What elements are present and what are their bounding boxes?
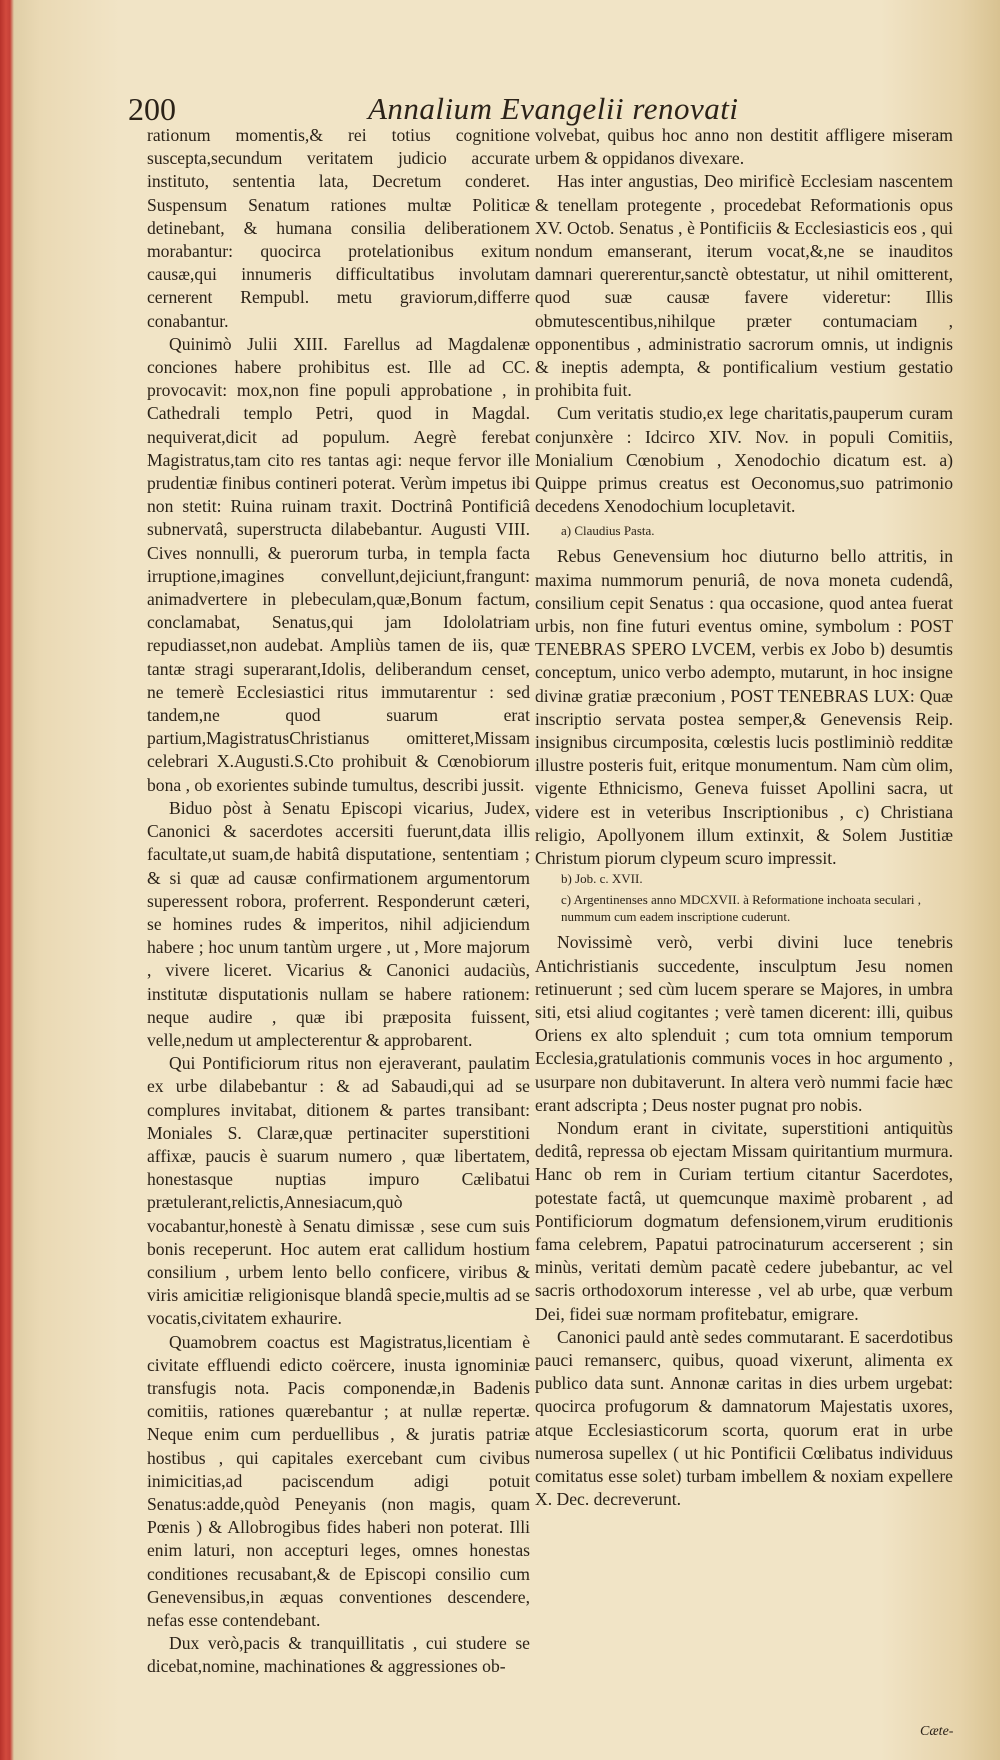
right-column <box>535 124 953 1511</box>
left-column <box>147 124 530 1679</box>
right-paragraph: volvebat, quibus hoc anno non destitit affligere miseram urbem & oppidanos divexare. <box>535 125 953 169</box>
right-paragraph: Novissimè verò, verbi divini luce tenebris Antichristianis succedente, insculptum Jesu nomen retinuerunt ; sed cùm lucem sperare se Majores, in umbra siti, etsi aliud cogitantes ; verè tamen dicerent: illi, quibus Oriens ex alto splenduit ; cum tota omnium temporum Ecclesia,gratulationis communis voces in hoc argumento , usurpare non dubitaverunt. In altera verò nummi facie hæc erant adscripta ; Deus noster pugnat pro nobis. <box>535 932 953 1115</box>
right-paragraph: Rebus Genevensium hoc diuturno bello attritis, in maxima nummorum penuriâ, de nova moneta cudendâ, consilium cepit Senatus : qua occasione, quod antea fuerat urbis, non fine futuri eventus omine, symbolum : POST TENEBRAS SPERO LVCEM, verbis ex Jobo b) desumtis conceptum, unico verbo adempto, mutarunt, in hoc insigne divinæ gratiæ præconium , POST TENEBRAS LUX: Quæ inscriptio servata postea semper,& Genevensis Reip. insignibus circumposita, cœlestis lucis postliminiò redditæ illustre posteris fuit, eritque monumentum. Nam cùm olim, vigente Ethnicismo, Geneva fuisset Apollini sacra, ut videre est in veteribus Inscriptionibus , c) Christiana religio, Apollyonem illum extinxit, & Solem Justitiæ Christum piorum clypeum scuro impressit. <box>535 546 953 869</box>
page-number: 200 <box>128 91 176 127</box>
right-paragraph: Canonici pauld antè sedes commutarant. E sacerdotibus pauci remanserc, quibus, quoad vixerunt, alimenta ex publico data sunt. Annonæ caritas in dies urbem urgebat: quocirca profugorum & damnatorum Majestatis uxores, atque Ecclesiasticorum scorta, quorum erat in urbe numerosa supellex ( ut hic Pontificii Cœlibatus individuus comitatus esse solet) turbam imbellem & noxiam expellere X. Dec. decreverunt. <box>535 1326 953 1510</box>
left-paragraph: Qui Pontificiorum ritus non ejeraverant, paulatim ex urbe dilabebantur : & ad Sabaudi,qui ad se complures invitabat, ditionem & partes transibant: Moniales S. Claræ,quæ pertinaciter superstitioni affixæ, paucis è suarum numero , quæ libertatem, honestasque nuptias impuro Cælibatui prætulerant,relictis,Annesiacum,quò vocabantur,honestè à Senatu dimissæ , sese cum suis bonis receperunt. Hoc autem erat callidum hostium consilium , urbem lento bello conficere, viribus & viris amicitiæ religionisque blandâ specie,multis ad se vocatis,civitatem exhaurire. <box>147 1053 530 1329</box>
left-paragraph: Biduo pòst à Senatu Episcopi vicarius, Judex, Canonici & sacerdotes accersiti fuerunt,data illis facultate,ut suam,de habitâ disputatione, sententiam ; & si quæ ad causæ confirmationem argumentorum superessent robora, proferrent. Responderunt cæteri, se homines rudes & imperitos, nihil adjiciendum habere ; hoc unum tantùm urgere , ut , More majorum , vivere liceret. Vicarius & Canonici audaciùs, institutæ disputationis nullam se habere rationem: neque audire , quæ ibi præposita fuissent, velle,nedum ut amplecterentur & approbarent. <box>147 797 530 1050</box>
red-page-edge <box>0 0 14 1760</box>
right-paragraph: Nondum erant in civitate, superstitioni antiquitùs deditâ, repressa ob ejectam Missam quiritantium murmura. Hanc ob rem in Curiam tertium citantur Sacerdotes, potestate factâ, ut quemcunque maximè probarent , ad Pontificiorum dogmatum defensionem,virum eruditionis fama celebrem, Papatui patrocinaturum accerserent ; sin minùs, veritati demùm pacatè cedere jubebantur, ac vel sacris orthodoxorum interesse , vel ab urbe, quæ verbum Dei, fidei suæ normam profitebatur, emigrare. <box>535 1117 953 1324</box>
right-paragraph: Has inter angustias, Deo mirificè Ecclesiam nascentem & tenellam protegente , procedebat Reformationis opus XV. Octob. Senatus , è Pontificiis & Ecclesiasticis eos , qui nondum emanserant, iterum vocat,&,ne se inauditos damnari quererentur,sanctè obtestatur, ut nihil omitterent, quod suæ causæ favere videretur: Illis obmutescentibus,nihilque præter contumaciam , opponentibus , administratio sacrorum omnis, ut indignis & ineptis adempta, & pontificalium vestium gestatio prohibita fuit. <box>535 171 953 401</box>
right-footnote: a) Claudius Pasta. <box>561 523 655 539</box>
right-footnote: c) Argentinenses anno MDCXVII. à Reformatione inchoata seculari , nummum cum eadem inscriptione cuderunt. <box>561 892 922 925</box>
left-paragraph: rationum momentis,& rei totius cognitione suscepta,secundum veritatem judicio accurate instituto, sententia lata, Decretum conderet. Suspensum Senatum rationes multæ Politicæ detinebant, & humana consilia deliberationem morabantur: quocirca protelationibus exitum causæ,qui innumeris difficultatibus involutam cernerent Rempubl. metu graviorum,differre conabantur. <box>147 125 530 331</box>
left-paragraph: Dux verò,pacis & tranquillitatis , cui studere se dicebat,nomine, machinationes & aggressiones ob- <box>147 1633 530 1677</box>
right-paragraph: Cum veritatis studio,ex lege charitatis,pauperum curam conjunxère : Idcirco XIV. Nov. in populi Comitiis, Monialium Cœnobium , Xenodochio dicatum est. a) Quippe primus creatus est Oeconomus,suo patrimonio decedens Xenodochium locupletavit. <box>535 403 953 517</box>
catchword: Cæte- <box>920 1724 954 1739</box>
right-footnote: b) Job. c. XVII. <box>561 871 643 887</box>
left-paragraph: Quamobrem coactus est Magistratus,licentiam è civitate effluendi edicto coërcere, inusta ignominiæ transfugis nota. Pacis componendæ,in Badenis comitiis, rationes quærebantur ; at nullæ repertæ. Neque enim cum perduellibus , & juratis patriæ hostibus , qui capitales exercebant cum civibus inimicitias,ad paciscendum adigi potuit Senatus:adde,quòd Peneyanis (non magis, quam Pœnis ) & Allobrogibus fides haberi non poterat. Illi enim laturi, non accepturi leges, omnes honestas conditiones recusabant,& de Episcopi consilio cum Genevensibus,in æquas conventiones descendere, nefas esse contendebant. <box>147 1331 530 1630</box>
running-title: Annalium Evangelii renovati <box>368 91 739 126</box>
left-paragraph: Quinimò Julii XIII. Farellus ad Magdalenæ conciones habere prohibitus est. Ille ad CC. provocavit: mox,non fine populi approbatione , in Cathedrali templo Petri, quod in Magdal. nequiverat,dicit ad populum. Aegrè ferebat Magistratus,tam cito res tantas agi: neque fervor ille prudentiæ finibus contineri poterat. Verùm impetus ibi non stetit: Ruina ruinam traxit. Doctrinâ Pontificiâ subnervatâ, superstructa dilabebantur. Augusti VIII. Cives nonnulli, & puerorum turba, in templa facta irruptione,imagines convellunt,dejiciunt,frangunt: animadvertere in plebeculam,quæ,Bonum factum, conclamabat, Senatus,qui jam Idololatriam repudiasset,non audebat. Ampliùs tamen de iis, quæ tantæ stragi superarant,Idolis, deliberandum censet, ne temerè Ecclesiastici ritus immutarentur : sed tandem,ne quod suarum erat partium,MagistratusChristianus omitteret,Missam celebrari X.Augusti.S.Cto prohibuit & Cœnobiorum bona , ob exorientes subinde tumultus, describi jussit. <box>147 333 530 795</box>
